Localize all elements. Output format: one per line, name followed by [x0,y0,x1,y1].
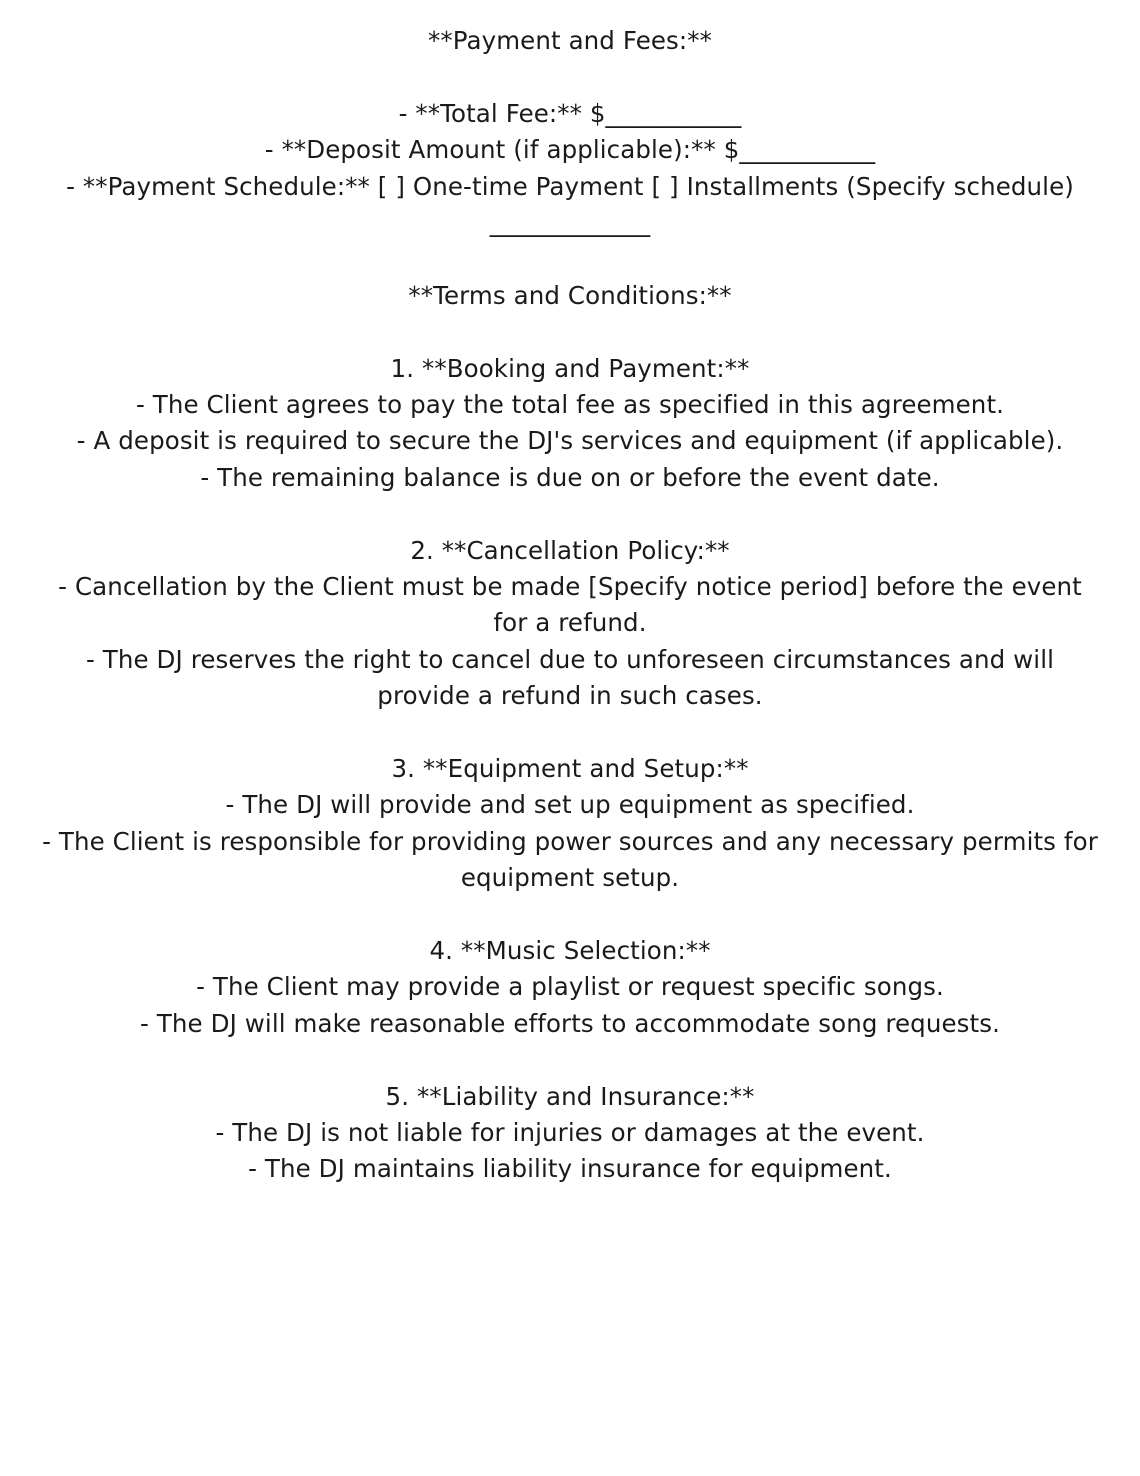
payment-schedule-line: - **Payment Schedule:** [ ] One-time Payment [ ] Installments (Specify schedule) [66,171,1074,201]
section-title-booking: 1. **Booking and Payment:** [390,353,750,383]
spacer [40,241,1100,277]
section-line: - The DJ will make reasonable efforts to accommodate song requests. [140,1008,1000,1038]
section-line: - The Client agrees to pay the total fee as specified in this agreement. [135,390,1005,420]
spacer [40,59,1100,95]
section-line: - The Client may provide a playlist or request specific songs. [196,972,944,1002]
spacer [40,897,1100,933]
section-title-liability: 5. **Liability and Insurance:** [385,1081,755,1111]
spacer [40,496,1100,532]
spacer [40,715,1100,751]
section-line: - The DJ maintains liability insurance for equipment. [248,1154,892,1184]
contract-text [40,23,1100,1188]
section-title-cancellation: 2. **Cancellation Policy:** [410,535,730,565]
section-title-music: 4. **Music Selection:** [429,936,711,966]
payment-schedule-blank: _____________ [489,208,651,238]
section-line: - The DJ reserves the right to cancel due to unforeseen circumstances and will provide a refund in such cases. [85,644,1055,711]
deposit-line: - **Deposit Amount (if applicable):** $___________ [264,135,876,165]
section-line: - The remaining balance is due on or before the event date. [200,462,940,492]
section-line: - Cancellation by the Client must be made [Specify notice period] before the event for a refund. [58,572,1082,638]
section-line: - The Client is responsible for providing power sources and any necessary permits for equipment setup. [42,826,1098,893]
section-line: - The DJ is not liable for injuries or damages at the event. [215,1118,925,1148]
payment-heading: **Payment and Fees:** [428,26,712,55]
section-line: - A deposit is required to secure the DJ's services and equipment (if applicable). [76,426,1064,456]
section-title-equipment: 3. **Equipment and Setup:** [391,754,749,784]
terms-heading: **Terms and Conditions:** [408,280,732,310]
section-line: - The DJ will provide and set up equipment as specified. [225,790,915,820]
spacer [40,314,1100,350]
total-fee-line: - **Total Fee:** $___________ [398,98,742,128]
spacer [40,1042,1100,1078]
